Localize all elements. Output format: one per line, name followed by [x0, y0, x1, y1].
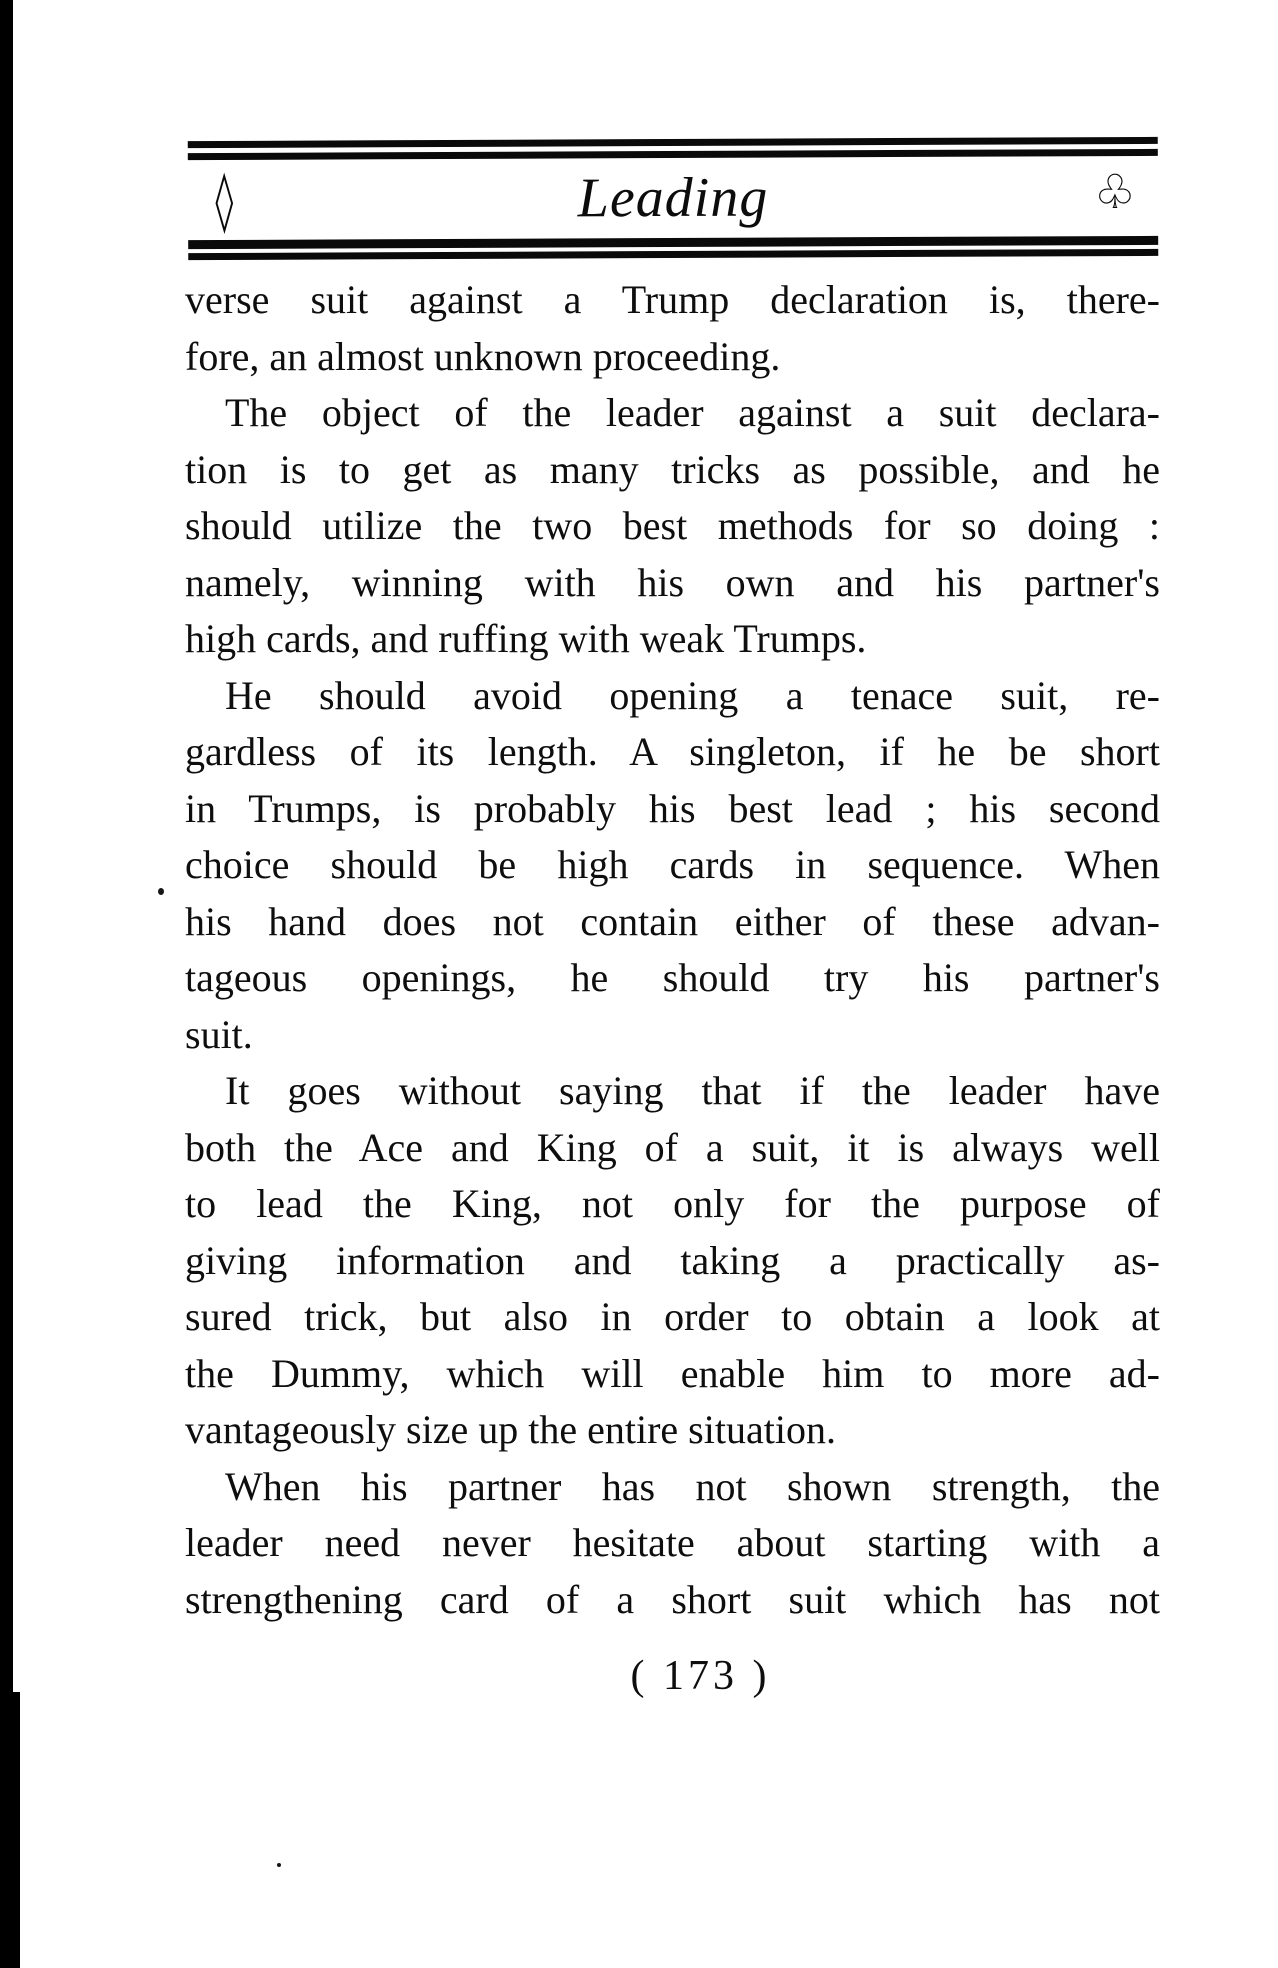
text-line: his hand does not contain either of these advan-	[185, 898, 1160, 944]
text-line: giving information and taking a practically as-	[185, 1237, 1160, 1283]
page-number: ( 173 )	[630, 1653, 771, 1699]
page-title: Leading	[577, 166, 769, 230]
text-line: should utilize the two best methods for so doing :	[185, 503, 1160, 548]
header-bottom-rule-inner	[188, 249, 1158, 260]
text-line: strengthening card of a short suit which has not	[185, 1576, 1160, 1622]
text-line: gardless of its length. A singleton, if he be short	[185, 729, 1160, 774]
text-line: suit.	[185, 1011, 253, 1057]
text-line: in Trumps, is probably his best lead ; his second	[185, 785, 1160, 831]
text-line: namely, winning with his own and his partner's	[185, 559, 1160, 605]
text-line: fore, an almost unknown proceeding.	[185, 333, 781, 379]
header-top-rule-outer	[188, 137, 1158, 148]
text-line: leader need never hesitate about starting with a	[185, 1520, 1160, 1565]
scan-edge-artifact	[0, 0, 13, 1968]
diamond-suit-icon: ◊	[215, 165, 234, 235]
text-line: choice should be high cards in sequence. When	[185, 842, 1160, 887]
stray-ink-dot	[277, 1863, 281, 1867]
text-line: high cards, and ruffing with weak Trumps.	[185, 616, 867, 661]
text-line: verse suit against a Trump declaration is, there-	[185, 277, 1160, 322]
stray-ink-dot	[158, 888, 164, 895]
running-head-row	[188, 156, 1158, 240]
text-line: to lead the King, not only for the purpose of	[185, 1181, 1160, 1226]
text-line: It goes without saying that if the leader have	[225, 1068, 1160, 1113]
page-text	[185, 272, 1160, 1628]
text-line: the Dummy, which will enable him to more ad-	[185, 1350, 1160, 1396]
text-line: sured trick, but also in order to obtain a look at	[185, 1294, 1160, 1339]
text-line: The object of the leader against a suit declara-	[225, 390, 1160, 435]
page-header	[188, 137, 1159, 260]
text-line: He should avoid opening a tenace suit, re-	[225, 672, 1160, 718]
text-line: tageous openings, he should try his partner's	[185, 955, 1160, 1000]
scan-edge-artifact-bottom	[0, 1692, 20, 1968]
text-line: tion is to get as many tricks as possible, and he	[185, 446, 1160, 492]
club-suit-icon: ♧	[1093, 164, 1137, 220]
text-line: When his partner has not shown strength, the	[225, 1463, 1160, 1509]
text-line: vantageously size up the entire situation.	[185, 1407, 836, 1452]
text-line: both the Ace and King of a suit, it is always well	[185, 1124, 1160, 1170]
